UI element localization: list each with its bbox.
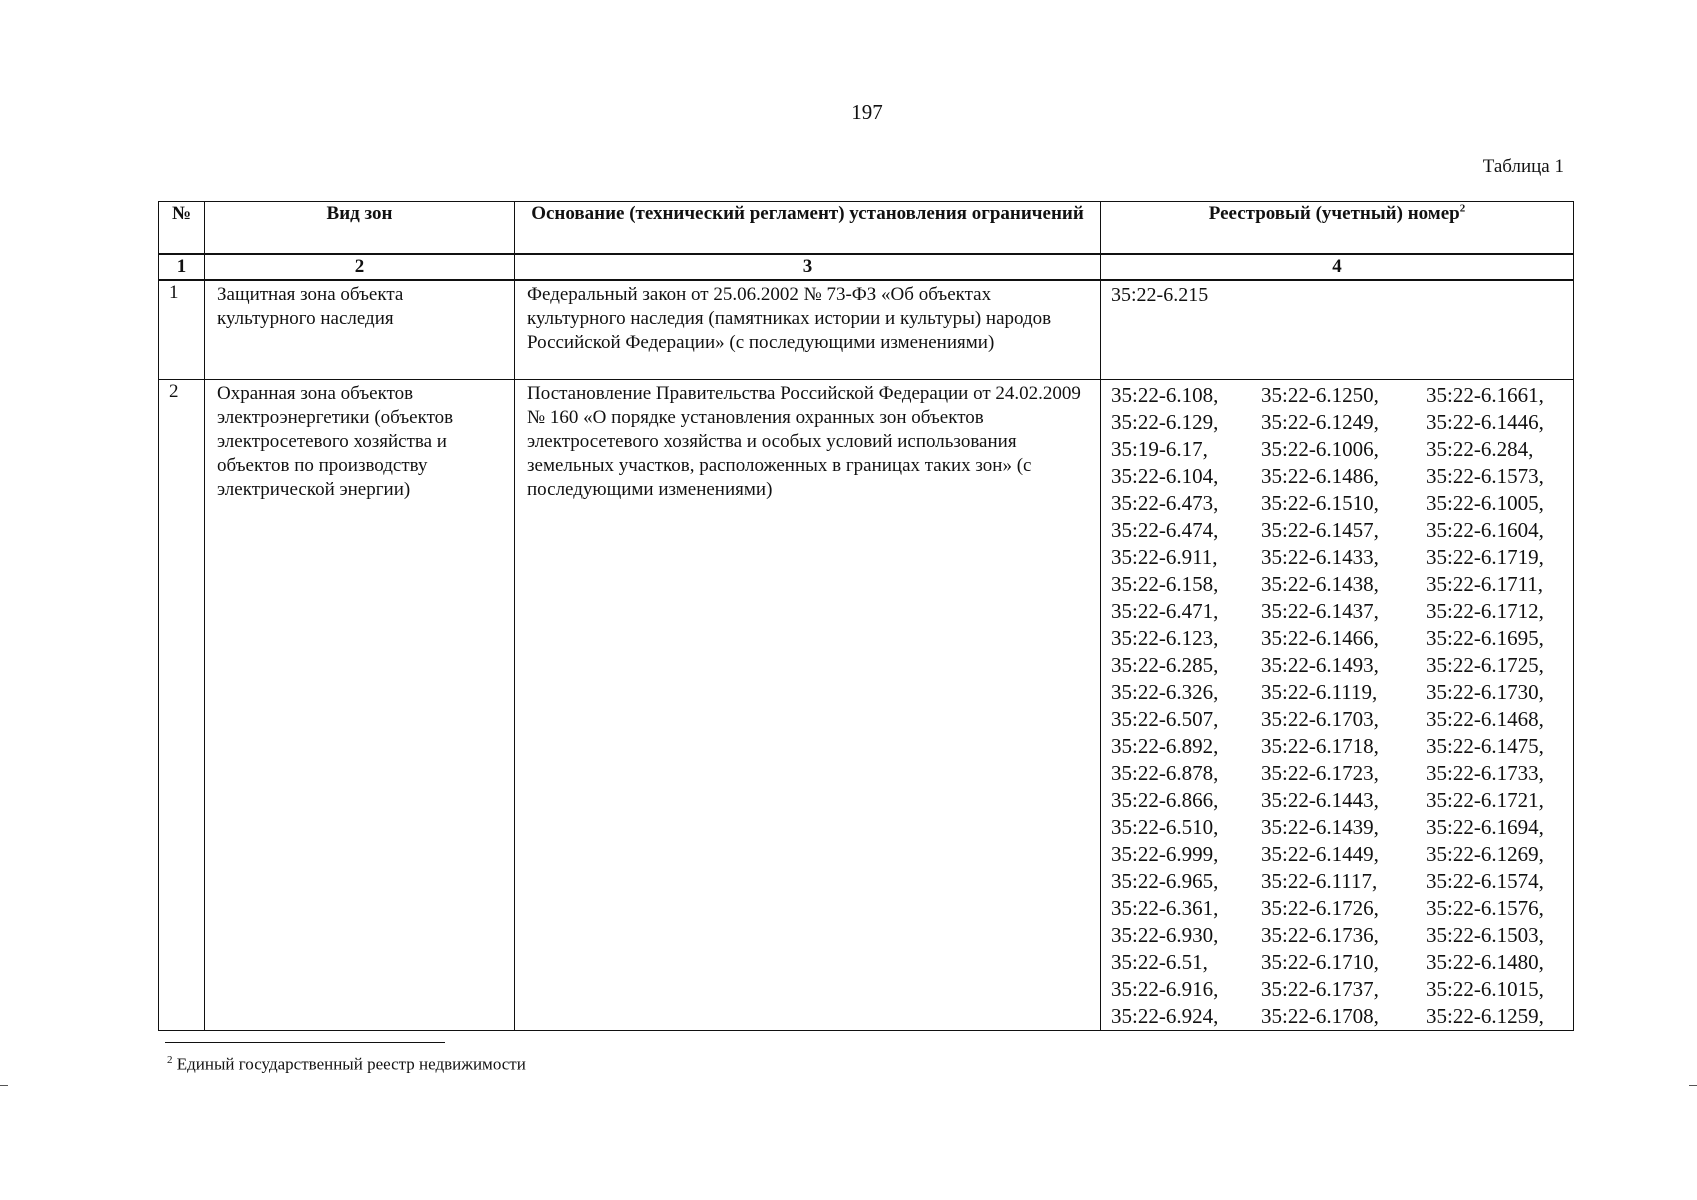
registry-number: 35:22-6.1574, [1426, 869, 1544, 893]
registry-number: 35:22-6.471, [1111, 599, 1219, 623]
registry-number-cell [1101, 380, 1574, 1031]
restrictions-table [158, 201, 1574, 1031]
table-caption: Таблица 1 [1482, 156, 1564, 177]
basis-cell: Федеральный закон от 25.06.2002 № 73-ФЗ «Об объектах культурного наследия (памятниках истории и культуры) народов Российской Федерации» (с последующими изменениями) [515, 280, 1101, 380]
registry-number: 35:22-6.284, [1426, 437, 1534, 461]
registry-number: 35:22-6.1119, [1261, 680, 1378, 704]
registry-number: 35:22-6.878, [1111, 761, 1219, 785]
registry-number: 35:22-6.1433, [1261, 545, 1379, 569]
registry-number: 35:22-6.1486, [1261, 464, 1379, 488]
registry-number: 35:22-6.1695, [1426, 626, 1544, 650]
registry-number: 35:22-6.1712, [1426, 599, 1544, 623]
registry-number: 35:22-6.474, [1111, 518, 1219, 542]
registry-number: 35:22-6.1694, [1426, 815, 1544, 839]
registry-number: 35:22-6.924, [1111, 1004, 1219, 1028]
registry-number: 35:22-6.1015, [1426, 977, 1544, 1001]
registry-number: 35:22-6.1446, [1426, 410, 1544, 434]
registry-number: 35:22-6.1703, [1261, 707, 1379, 731]
row-number: 2 [159, 380, 205, 1031]
registry-number: 35:22-6.1737, [1261, 977, 1379, 1001]
registry-number: 35:22-6.1005, [1426, 491, 1544, 515]
registry-number: 35:22-6.1725, [1426, 653, 1544, 677]
registry-number: 35:22-6.473, [1111, 491, 1219, 515]
column-number-1: 1 [159, 254, 205, 280]
registry-number: 35:22-6.1710, [1261, 950, 1379, 974]
registry-number: 35:22-6.1510, [1261, 491, 1379, 515]
registry-number: 35:22-6.1708, [1261, 1004, 1379, 1028]
header-registry-label: Реестровый (учетный) номер [1208, 203, 1460, 224]
registry-number: 35:22-6.1249, [1261, 410, 1379, 434]
registry-number: 35:22-6.108, [1111, 383, 1219, 407]
registry-number: 35:22-6.1438, [1261, 572, 1379, 596]
registry-number: 35:22-6.1475, [1426, 734, 1544, 758]
scan-edge-mark [0, 1085, 8, 1086]
footnote-reference: 2 [1459, 202, 1466, 215]
column-number-3: 3 [515, 254, 1101, 280]
registry-number: 35:22-6.1503, [1426, 923, 1544, 947]
registry-number: 35:22-6.123, [1111, 626, 1219, 650]
footnote-mark: 2 [167, 1054, 173, 1066]
registry-number: 35:22-6.999, [1111, 842, 1219, 866]
registry-number: 35:22-6.1711, [1426, 572, 1544, 596]
registry-number: 35:19-6.17, [1111, 437, 1208, 461]
column-number-4: 4 [1101, 254, 1574, 280]
registry-number: 35:22-6.158, [1111, 572, 1219, 596]
registry-number: 35:22-6.1457, [1261, 518, 1379, 542]
row-number: 1 [159, 280, 205, 380]
registry-number: 35:22-6.1117, [1261, 869, 1378, 893]
registry-number: 35:22-6.104, [1111, 464, 1219, 488]
zone-type-cell: Охранная зона объектов электроэнергетики (объектов электросетевого хозяйства и объектов по производству электрической энергии) [205, 380, 515, 1031]
registry-number: 35:22-6.965, [1111, 869, 1219, 893]
registry-number: 35:22-6.916, [1111, 977, 1219, 1001]
zone-type-cell: Защитная зона объекта культурного наследия [205, 280, 515, 380]
page-number: 197 [851, 100, 883, 124]
registry-number: 35:22-6.129, [1111, 410, 1219, 434]
registry-number-list [1111, 382, 1569, 1030]
registry-number: 35:22-6.1466, [1261, 626, 1379, 650]
registry-number: 35:22-6.1468, [1426, 707, 1544, 731]
header-zone-type: Вид зон [205, 202, 515, 254]
registry-number: 35:22-6.361, [1111, 896, 1219, 920]
registry-number: 35:22-6.1439, [1261, 815, 1379, 839]
registry-number: 35:22-6.1449, [1261, 842, 1379, 866]
table-row [159, 280, 1574, 380]
registry-number: 35:22-6.1661, [1426, 383, 1544, 407]
registry-number: 35:22-6.1259, [1426, 1004, 1544, 1028]
footnote-text: Единый государственный реестр недвижимости [176, 1054, 526, 1074]
table-row [159, 380, 1574, 1031]
registry-number: 35:22-6.1576, [1426, 896, 1544, 920]
registry-number: 35:22-6.1493, [1261, 653, 1379, 677]
registry-number: 35:22-6.1726, [1261, 896, 1379, 920]
registry-number: 35:22-6.1733, [1426, 761, 1544, 785]
registry-number: 35:22-6.1006, [1261, 437, 1379, 461]
registry-number: 35:22-6.1730, [1426, 680, 1544, 704]
registry-number: 35:22-6.1723, [1261, 761, 1379, 785]
registry-number: 35:22-6.1721, [1426, 788, 1544, 812]
registry-number: 35:22-6.51, [1111, 950, 1208, 974]
registry-number: 35:22-6.1443, [1261, 788, 1379, 812]
footnote [167, 1054, 526, 1075]
registry-number: 35:22-6.510, [1111, 815, 1219, 839]
header-basis: Основание (технический регламент) установления ограничений [515, 202, 1101, 254]
registry-number: 35:22-6.892, [1111, 734, 1219, 758]
registry-number: 35:22-6.285, [1111, 653, 1219, 677]
footnote-divider [165, 1042, 445, 1043]
registry-number: 35:22-6.930, [1111, 923, 1219, 947]
header-registry-number [1101, 202, 1574, 254]
registry-number: 35:22-6.1719, [1426, 545, 1544, 569]
registry-number: 35:22-6.326, [1111, 680, 1219, 704]
registry-number: 35:22-6.507, [1111, 707, 1219, 731]
column-number-2: 2 [205, 254, 515, 280]
registry-number-cell: 35:22-6.215 [1101, 280, 1574, 380]
registry-number: 35:22-6.1573, [1426, 464, 1544, 488]
registry-number: 35:22-6.1437, [1261, 599, 1379, 623]
registry-number: 35:22-6.911, [1111, 545, 1218, 569]
registry-number: 35:22-6.1604, [1426, 518, 1544, 542]
registry-number: 35:22-6.1718, [1261, 734, 1379, 758]
registry-number: 35:22-6.1736, [1261, 923, 1379, 947]
scan-edge-mark [1689, 1085, 1697, 1086]
registry-number: 35:22-6.1250, [1261, 383, 1379, 407]
header-number: № [159, 202, 205, 254]
registry-number: 35:22-6.1480, [1426, 950, 1544, 974]
basis-cell: Постановление Правительства Российской Федерации от 24.02.2009 № 160 «О порядке установления охранных зон объектов электросетевого хозяйства и особых условий использования земельных участков, расположенных в границах таких зон» (с последующими изменениями) [515, 380, 1101, 1031]
registry-number: 35:22-6.866, [1111, 788, 1219, 812]
registry-number: 35:22-6.1269, [1426, 842, 1544, 866]
